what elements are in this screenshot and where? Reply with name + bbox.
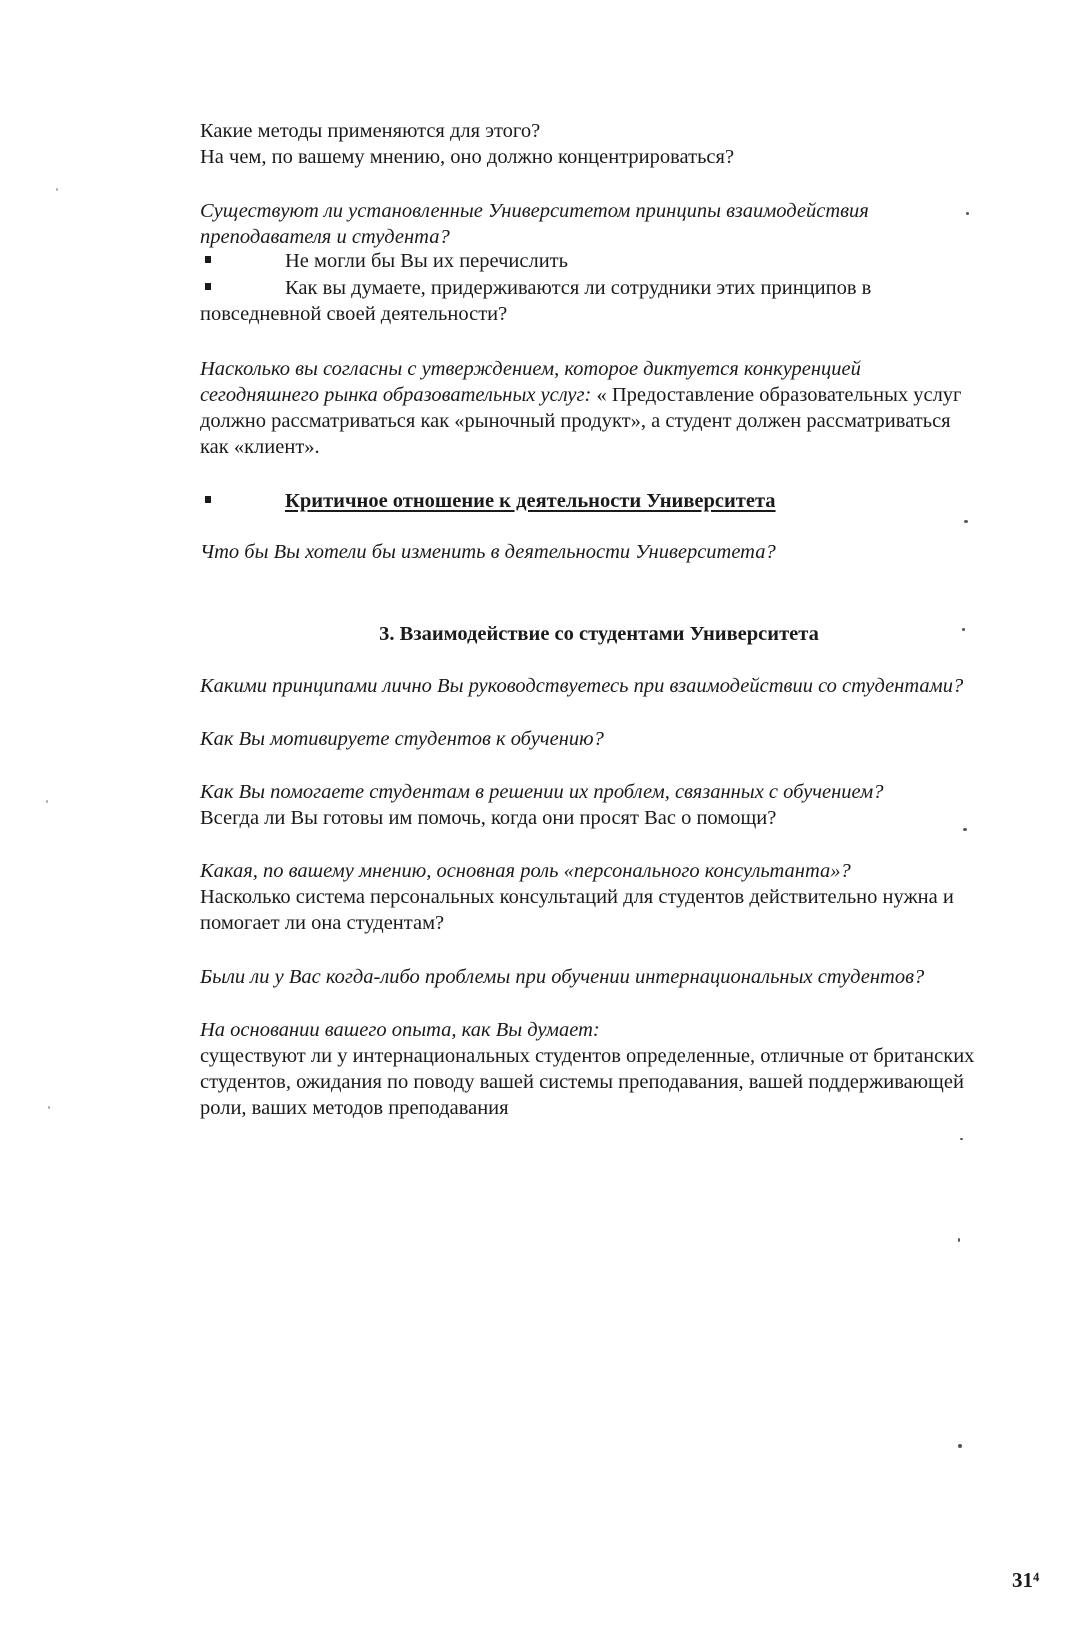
page-number: 31⁴ xyxy=(1012,1568,1040,1592)
bullet-icon xyxy=(205,496,211,503)
text-line: Всегда ли Вы готовы им помочь, когда они просят Вас о помощи? xyxy=(200,807,777,829)
text-line: должно рассматриваться как «рыночный продукт», а студент должен рассматриваться xyxy=(200,410,951,432)
text-line: На основании вашего опыта, как Вы думает: xyxy=(200,1019,600,1041)
agreement-question xyxy=(200,356,1060,460)
personal-principles-question xyxy=(200,673,1060,699)
scan-speck xyxy=(958,1238,960,1242)
text-fragment: « Предоставление образовательных услуг xyxy=(591,384,962,406)
text-line: помогает ли она студентам? xyxy=(200,912,445,934)
methods-questions xyxy=(200,118,1060,170)
text-line: преподавателя и студента? xyxy=(200,226,450,248)
experience-question xyxy=(200,1017,1060,1121)
text-line: Были ли у Вас когда-либо проблемы при обучении интернациональных студентов? xyxy=(200,966,925,988)
bullet-continuation xyxy=(200,301,1060,327)
bullet-text: Как вы думаете, придерживаются ли сотрудники этих принципов в xyxy=(285,277,872,299)
motivation-question xyxy=(200,726,1060,752)
scan-speck xyxy=(966,212,969,215)
critical-heading: Критичное отношение к деятельности Университета xyxy=(285,490,776,512)
text-line: как «клиент». xyxy=(200,436,320,458)
text-line: Насколько вы согласны с утверждением, которое диктуется конкуренцией xyxy=(200,358,861,380)
text-fragment: сегодняшнего рынка образовательных услуг: xyxy=(200,384,592,406)
text-line: Какая, по вашему мнению, основная роль «персонального консультанта»? xyxy=(200,860,851,882)
scan-speck xyxy=(48,1106,50,1109)
scan-speck xyxy=(963,828,967,831)
help-question xyxy=(200,779,1060,831)
scan-speck xyxy=(964,520,968,523)
scan-speck xyxy=(56,188,58,191)
scan-speck xyxy=(46,800,48,803)
text-line: Существуют ли установленные Университетом принципы взаимодействия xyxy=(200,200,869,222)
international-question xyxy=(200,964,1060,990)
text-line: Как Вы мотивируете студентов к обучению? xyxy=(200,728,604,750)
text-line: Что бы Вы хотели бы изменить в деятельности Университета? xyxy=(200,541,776,563)
text-line: Какими принципами лично Вы руководствуетесь при взаимодействии со студентами? xyxy=(200,675,964,697)
scan-speck xyxy=(960,1138,963,1140)
change-question xyxy=(200,539,1060,565)
text-line: студентов, ожидания по поводу вашей системы преподавания, вашей поддерживающей xyxy=(200,1071,964,1093)
scan-speck xyxy=(962,628,965,631)
text-line: повседневной своей деятельности? xyxy=(200,303,508,325)
bullet-icon xyxy=(205,256,211,263)
text-line: существуют ли у интернациональных студентов определенные, отличные от британских xyxy=(200,1045,975,1067)
scan-speck xyxy=(958,1444,962,1448)
principles-question xyxy=(200,198,1060,250)
text-line: роли, ваших методов преподавания xyxy=(200,1097,509,1119)
text-line: Насколько система персональных консультаций для студентов действительно нужна и xyxy=(200,886,954,908)
text-line: Какие методы применяются для этого? xyxy=(200,120,541,142)
bullet-icon xyxy=(205,283,211,290)
bullet-text: Не могли бы Вы их перечислить xyxy=(285,250,568,272)
text-line: На чем, по вашему мнению, оно должно концентрироваться? xyxy=(200,146,735,168)
text-line: Как Вы помогаете студентам в решении их проблем, связанных с обучением? xyxy=(200,781,884,803)
consultant-question xyxy=(200,858,1060,936)
section-title: 3. Взаимодействие со студентами Университета xyxy=(379,623,819,645)
